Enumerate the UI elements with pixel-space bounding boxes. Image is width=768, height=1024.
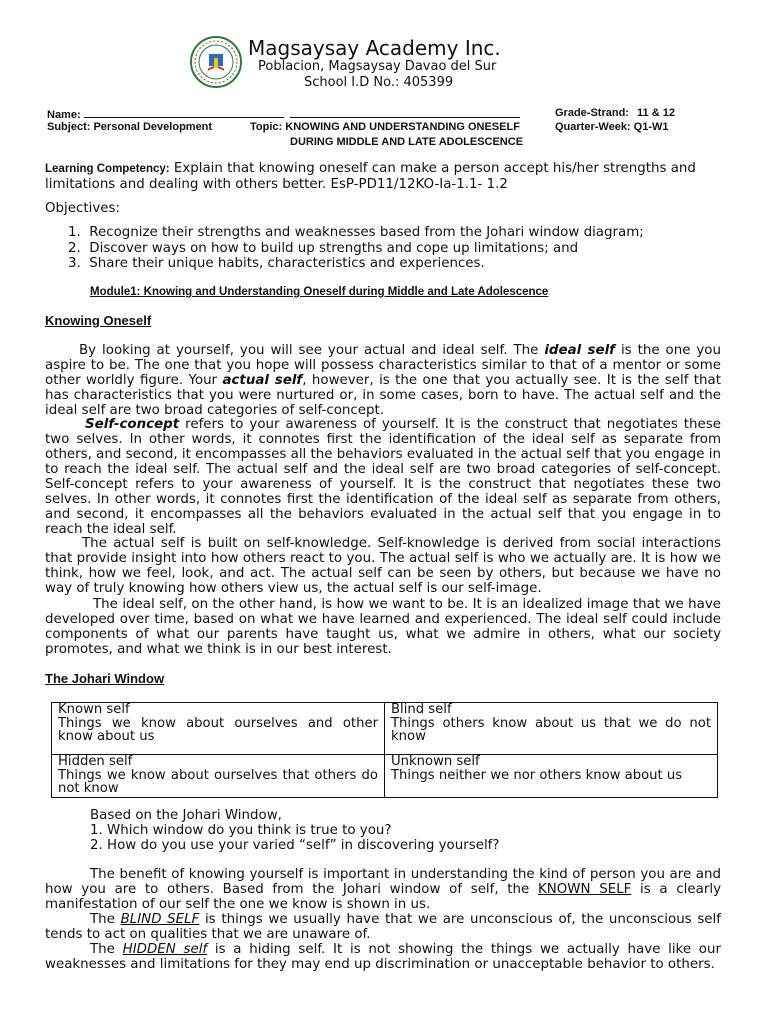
questions-intro: Based on the Johari Window, — [90, 808, 282, 823]
grade-label: Grade-Strand: — [555, 107, 629, 119]
subject-row — [47, 121, 212, 133]
school-logo — [190, 36, 242, 88]
school-name: Magsaysay Academy Inc. — [248, 36, 501, 60]
term-actual-self: actual self — [222, 373, 303, 388]
name-blank-extension — [290, 117, 520, 118]
johari-cell-title: Hidden self — [58, 754, 133, 769]
topic-label: Topic: — [250, 121, 283, 133]
term-ideal-self: ideal self — [544, 343, 616, 358]
quarter-row — [555, 121, 669, 133]
term-hidden-self: HIDDEN self — [122, 942, 208, 957]
question-1: 1. Which window do you think is true to you? — [90, 823, 392, 838]
grade-row — [555, 107, 675, 119]
paragraph-known-self: The benefit of knowing yourself is important in understanding the kind of person you are and how you are to others. Based from the Johari window of self, the KNOWN SELF is a clearly manifestation of our self the one we know is shown in us. — [45, 867, 721, 912]
johari-cell-desc: Things neither we nor others know about us — [391, 767, 683, 783]
school-id: School I.D No.: 405399 — [304, 75, 454, 90]
johari-cell-title: Unknown self — [391, 754, 480, 769]
name-blank[interactable] — [84, 107, 284, 118]
topic-line2: DURING MIDDLE AND LATE ADOLESCENCE — [290, 136, 524, 148]
johari-cell-unknown — [385, 755, 718, 798]
name-row — [47, 107, 284, 121]
school-address: Poblacion, Magsaysay Davao del Sur — [258, 59, 497, 74]
term-known-self: KNOWN SELF — [537, 882, 632, 897]
johari-cell-hidden — [52, 755, 385, 798]
term-self-concept: Self-concept — [85, 417, 180, 432]
knowing-oneself-heading: Knowing Oneself — [45, 313, 152, 328]
subject-label: Subject: — [47, 121, 91, 133]
objective-item: 3. Share their unique habits, characteristics and experiences. — [68, 256, 485, 271]
johari-cell-blind — [385, 703, 718, 755]
johari-cell-known — [52, 703, 385, 755]
johari-heading: The Johari Window — [45, 671, 165, 686]
term-blind-self: BLIND SELF — [120, 912, 200, 927]
competency-label: Learning Competency: — [45, 163, 170, 175]
paragraph-actual-self: The actual self is built on self-knowledge. Self-knowledge is derived from social interactions that provide insight into how others react to you. The actual self is who we actually are. It is how we think, how we feel, look, and act. The actual self can be seen by others, but because we have no way of truly knowing how others view us, the actual self is our self-image. — [45, 536, 721, 596]
johari-cell-desc: Things we know about ourselves that others do not know — [58, 767, 378, 796]
objective-item: 1. Recognize their strengths and weaknesses based from the Johari window diagram; — [68, 225, 644, 240]
objective-item: 2. Discover ways on how to build up strengths and cope up limitations; and — [68, 240, 579, 256]
module-title: Module1: Knowing and Understanding Oneself during Middle and Late Adolescence — [90, 286, 549, 298]
question-2: 2. How do you use your varied “self” in discovering yourself? — [90, 838, 500, 853]
name-label: Name: — [47, 109, 81, 121]
paragraph-self-concept: Self-concept refers to your awareness of yourself. It is the construct that negotiates these two selves. In other words, it connotes first the identification of the ideal self as separate from others, and second, it encompasses all the behaviors evaluated in the actual self that you engage in to reach the ideal self. The actual self and the ideal self are two broad categories of self-concept. Self-concept refers to your awareness of yourself. It is the construct that negotiates these two selves. In other words, it connotes first the identification of the ideal self as separate from others, and second, it encompasses all the behaviors evaluated in the actual self that you engage in to reach the ideal self. — [45, 417, 721, 537]
subject-value: Personal Development — [93, 121, 213, 133]
topic-value: KNOWING AND UNDERSTANDING ONESELF — [285, 121, 520, 133]
johari-cell-desc: Things others know about us that we do not know — [391, 715, 711, 744]
paragraph-blind-self: The BLIND SELF is things we usually have that we are unconscious of, the unconscious self tends to act on qualities that we are unaware of. — [45, 912, 721, 942]
competency-text: Explain that knowing oneself can make a person accept his/her strengths and limitations and dealing with others better. EsP-PD11/12KO-Ia-1.1- 1.2 — [45, 161, 696, 192]
paragraph-ideal-actual: By looking at yourself, you will see your actual and ideal self. The ideal self is the one you aspire to be. The one that you hope will possess characteristics similar to that of a mentor or some other worldly figure. Your actual self, however, is the one that you actually see. It is the self that has characteristics that you were nurtured or, in some cases, born to have. The actual self and the ideal self are two broad categories of self-concept. — [45, 343, 721, 418]
topic-row — [250, 121, 520, 133]
johari-window-table — [51, 702, 718, 798]
johari-cell-title: Blind self — [391, 702, 452, 717]
paragraph-ideal-self: The ideal self, on the other hand, is how we want to be. It is an idealized image that we have developed over time, based on what we have learned and experienced. The ideal self could include components of what our parents have taught us, what we admire in others, what our society promotes, and what we think is in our best interest. — [45, 597, 721, 657]
objectives-list — [68, 225, 728, 272]
paragraph-hidden-self: The HIDDEN self is a hiding self. It is not showing the things we actually have like our weaknesses and limitations for they may end up discrimination or unacceptable behavior to others. — [45, 942, 721, 972]
johari-cell-title: Known self — [58, 702, 130, 717]
objectives-heading: Objectives: — [45, 201, 120, 216]
quarter-label: Quarter-Week: — [555, 121, 631, 133]
learning-competency — [45, 161, 723, 192]
grade-value: 11 & 12 — [637, 107, 675, 119]
johari-cell-desc: Things we know about ourselves and other know about us — [58, 715, 378, 744]
quarter-value: Q1-W1 — [633, 121, 669, 133]
